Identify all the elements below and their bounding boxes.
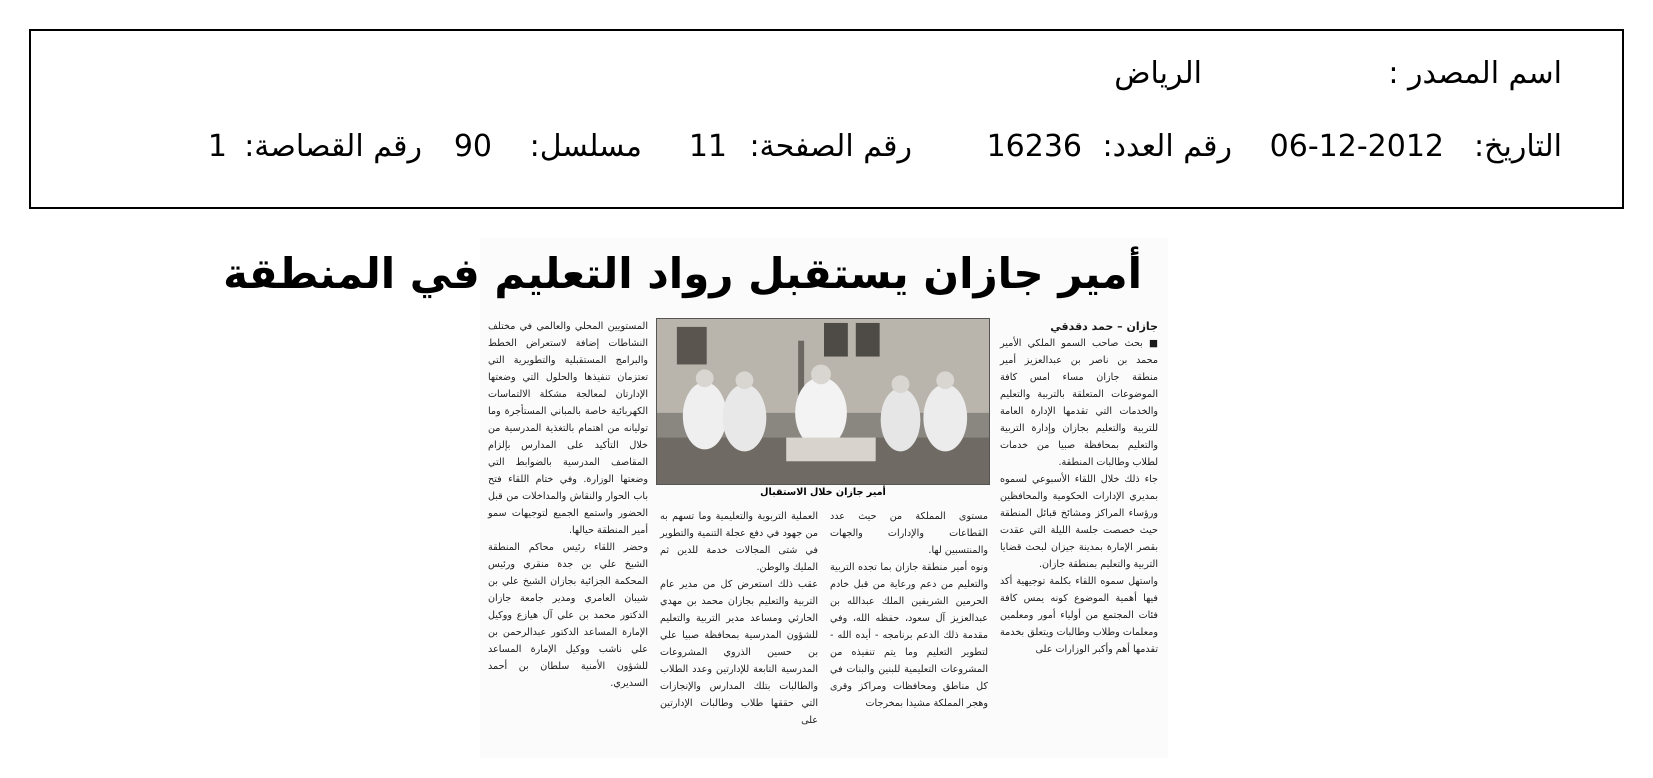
source-value: الرياض	[1114, 56, 1202, 91]
column-1-paragraph-1: ■ بحث صاحب السمو الملكي الأمير محمد بن ناصر بن عبدالعزيز أمير منطقة جازان مساء امس كافة الموضوعات المتعلقة بالتربية والتعليم والخدمات التي تقدمها الإدارة العامة للتربية والتعليم بجازان وإدارة التربية والتعليم بمحافظة صبيا من خدمات لطلاب وطالبات المنطقة.	[1000, 338, 1158, 468]
column-4-paragraph-2: وحضر اللقاء رئيس محاكم المنطقة الشيخ علي بن جدة منقري ورئيس المحكمة الجزائية بجازان الشيخ علي بن شيبان العامري ومدير جامعة جازان الدكتور محمد بن علي آل هيازع ووكيل الإمارة المساعد الدكتور عبدالرحمن بن علي ناشب ووكيل الإمارة المساعد للشؤون الأمنية سلطان بن أحمد السديري.	[488, 542, 648, 689]
column-4-paragraph-1: المستويين المحلي والعالمي في مختلف النشاطات إضافة لاستعراض الخطط والبرامج المستقبلية والتطويرية التي تعتزمان تنفيذها والحلول التي وضعتها الإدارتان لمعالجة مشكلة الالتماسات الكهربائية خاصة بالمباني المستأجرة وما توليانه من اهتمام بالتغذية المدرسية من خلال التأكيد على المدارس بإلزام المقاصف المدرسية بالضوابط التي وضعتها الوزارة. وفي ختام اللقاء فتح باب الحوار والنقاش والمداخلات من قبل الحضور واستمع الجميع لتوجيهات سمو أمير المنطقة حيالها.	[488, 321, 648, 536]
source-label: اسم المصدر :	[1388, 56, 1562, 91]
article-column-2	[830, 508, 988, 758]
page-value: 11	[688, 129, 727, 164]
issue-value: 16236	[986, 129, 1082, 164]
article-photo	[656, 318, 990, 485]
source-row	[91, 56, 1562, 96]
article-column-1	[1000, 318, 1158, 758]
column-3-paragraph-2: عقب ذلك استعرض كل من مدير عام التربية والتعليم بجازان محمد بن مهدي الحارثي ومساعد مدير التربية والتعليم للشؤون المدرسية بمحافظة صبيا علي بن حسين الذروي المشروعات المدرسية التابعة للإدارتين وعدد الطلاب والطالبات بتلك المدارس والإنجازات التي حققها طلاب وطالبات الإدارتين على	[660, 579, 818, 726]
column-2-paragraph-1: مستوى المملكة من حيث عدد القطاعات والإدارات والجهات والمنتسبين لها.	[830, 511, 988, 556]
page-label: رقم الصفحة:	[749, 129, 912, 164]
column-1-paragraph-2: جاء ذلك خلال اللقاء الأسبوعي لسموه بمديري الإدارات الحكومية والمحافظين ورؤساء المراكز ومشائخ قبائل المنطقة حيث خصصت جلسة الليلة التي عقدت بقصر الإمارة بمدينة جيزان لبحث قضايا التربية والتعليم بمنطقة جازان.	[1000, 474, 1158, 570]
newspaper-clipping	[223, 238, 1168, 758]
photo-caption: أمير جازان خلال الاستقبال	[760, 487, 886, 498]
serial-value: 90	[453, 129, 492, 164]
serial-label: مسلسل:	[529, 129, 642, 164]
article-column-3	[660, 508, 818, 758]
clipping-label: رقم القصاصة:	[244, 129, 422, 164]
article-byline: جازان – حمد دقدقي	[1050, 320, 1158, 333]
date-value: 06-12-2012	[1269, 129, 1444, 164]
article-column-4	[488, 318, 648, 758]
column-1-paragraph-3: واستهل سموه اللقاء بكلمة توجيهية أكد فيها أهمية الموضوع كونه يمس كافة فئات المجتمع من أولياء أمور ومعلمين ومعلمات وطلاب وطالبات ويتعلق بخدمة تقدمها أهم وأكبر الوزارات على	[1000, 576, 1158, 655]
column-3-paragraph-1: العملية التربوية والتعليمية وما تسهم به من جهود في دفع عجلة التنمية والتطوير في شتى المجالات خدمة للدين ثم المليك والوطن.	[660, 511, 818, 573]
date-label: التاريخ:	[1474, 129, 1562, 164]
issue-label: رقم العدد:	[1102, 129, 1232, 164]
details-row	[91, 129, 1562, 169]
column-2-paragraph-2: ونوه أمير منطقة جازان بما تجده التربية والتعليم من دعم ورعاية من قبل خادم الحرمين الشريفين الملك عبدالله بن عبدالعزيز آل سعود، حفظه الله، وفي مقدمة ذلك الدعم برنامجه - أيده الله - لتطوير التعليم وما يتم تنفيذه من المشروعات التعليمية للبنين والبنات في كل مناطق ومحافظات ومراكز وقرى وهجر المملكة مشيدا بمخرجات	[830, 562, 988, 709]
clipping-value: 1	[207, 129, 227, 164]
article-headline: أمير جازان يستقبل رواد التعليم في المنطقة	[223, 249, 1142, 298]
clipping-metadata-box	[29, 29, 1624, 209]
